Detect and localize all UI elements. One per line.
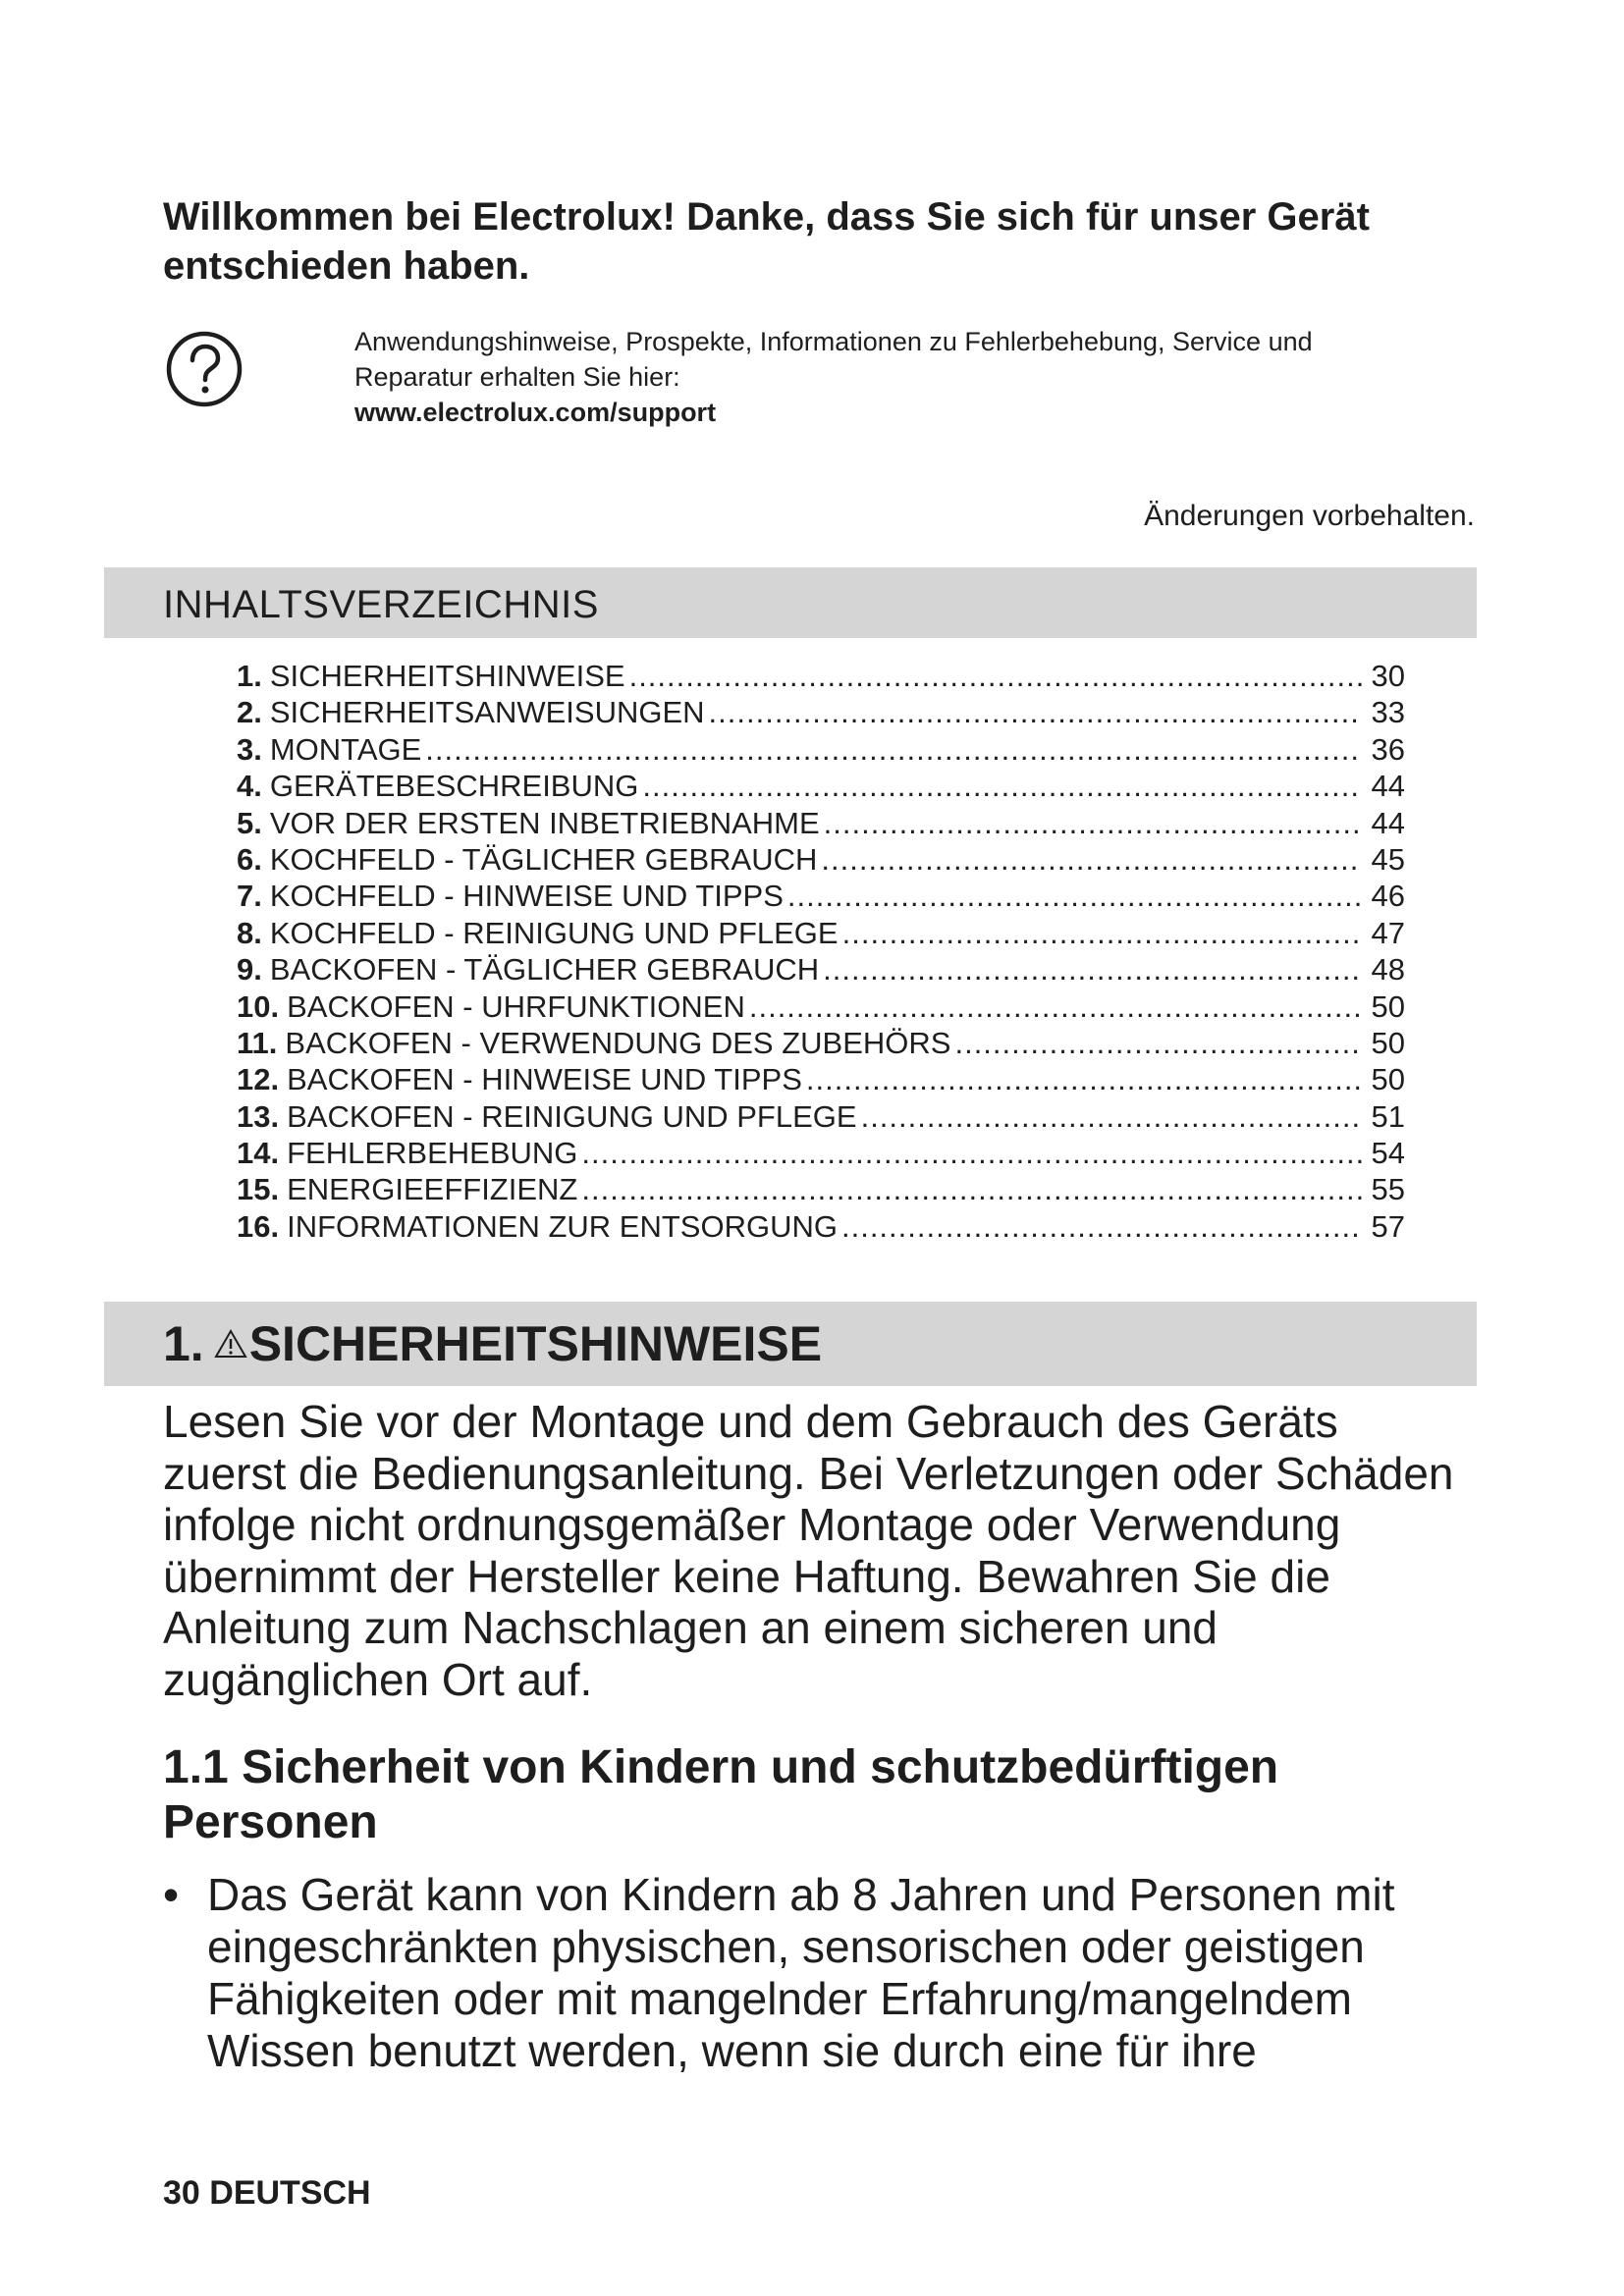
toc-leader-dots <box>823 951 1362 988</box>
toc-entry-number: 11. <box>237 1025 278 1060</box>
table-of-contents <box>237 658 1405 1245</box>
toc-entry[interactable] <box>237 1135 1405 1171</box>
toc-leader-dots <box>581 1171 1362 1207</box>
toc-entry-number: 8. <box>237 915 262 950</box>
toc-entry-page: 47 <box>1371 915 1405 950</box>
section-number: 1. <box>163 1316 204 1371</box>
toc-entry[interactable] <box>237 988 1405 1025</box>
toc-entry[interactable] <box>237 658 1405 694</box>
toc-entry-label: BACKOFEN - TÄGLICHER GEBRAUCH <box>269 952 820 988</box>
toc-entry-label: MONTAGE <box>269 731 422 767</box>
toc-entry-number: 6. <box>237 841 262 877</box>
toc-entry-page: 50 <box>1371 1025 1405 1060</box>
toc-entry[interactable] <box>237 1208 1405 1245</box>
toc-leader-dots <box>861 1098 1362 1135</box>
toc-leader-dots <box>806 1061 1362 1097</box>
page-footer: 30 DEUTSCH <box>163 2174 371 2212</box>
toc-entry-label: BACKOFEN - HINWEISE UND TIPPS <box>287 1062 802 1097</box>
toc-entry[interactable] <box>237 1061 1405 1097</box>
welcome-heading: Willkommen bei Electrolux! Danke, dass Sie sich für unser Gerät entschieden haben. <box>163 195 1370 288</box>
subsection-title: 1.1 Sicherheit von Kindern und schutzbedürftigen Personen <box>163 1741 1279 1848</box>
support-url-link[interactable]: www.electrolux.com/support <box>354 398 717 427</box>
toc-entry-page: 45 <box>1371 841 1405 877</box>
toc-leader-dots <box>954 1025 1362 1061</box>
toc-entry-number: 12. <box>237 1062 280 1097</box>
toc-entry-label: INFORMATIONEN ZUR ENTSORGUNG <box>287 1208 838 1244</box>
toc-entry-number: 16. <box>237 1208 280 1244</box>
toc-entry-page: 44 <box>1371 769 1405 804</box>
toc-leader-dots <box>629 658 1362 694</box>
toc-entry[interactable] <box>237 841 1405 878</box>
toc-leader-dots <box>749 988 1362 1025</box>
warning-triangle-icon <box>214 1329 247 1359</box>
toc-entry-label: SICHERHEITSHINWEISE <box>269 659 625 693</box>
toc-entry-number: 3. <box>237 731 262 767</box>
toc-entry[interactable] <box>237 1171 1405 1207</box>
toc-entry-number: 13. <box>237 1098 280 1134</box>
toc-entry-label: KOCHFELD - HINWEISE UND TIPPS <box>269 879 784 914</box>
section-title-text: SICHERHEITSHINWEISE <box>248 1316 823 1371</box>
toc-entry-label: KOCHFELD - REINIGUNG UND PFLEGE <box>269 915 839 950</box>
toc-leader-dots <box>425 731 1362 768</box>
toc-leader-dots <box>842 915 1362 951</box>
toc-entry-page: 57 <box>1371 1208 1405 1244</box>
bullet-text: Das Gerät kann von Kindern ab 8 Jahren und Personen mit eingeschränkten physischen, sensorischen oder geistigen Fähigkeiten oder mit mangelnder Erfahrung/mangelndem Wissen benutzt werden, wenn sie durch eine für ihre <box>207 1869 1395 2076</box>
toc-entry-page: 44 <box>1371 805 1405 840</box>
toc-entry-label: BACKOFEN - UHRFUNKTIONEN <box>287 988 745 1024</box>
bullet-marker: • <box>163 1869 180 1920</box>
section-title <box>163 1315 822 1372</box>
toc-leader-dots <box>824 805 1362 841</box>
toc-entry[interactable] <box>237 951 1405 988</box>
toc-leader-dots <box>709 694 1362 730</box>
toc-header-bar <box>104 567 1477 638</box>
toc-leader-dots <box>642 768 1362 804</box>
help-question-icon <box>163 328 245 410</box>
toc-entry-page: 30 <box>1371 659 1405 693</box>
toc-entry[interactable] <box>237 805 1405 841</box>
toc-entry[interactable] <box>237 694 1405 730</box>
toc-entry-number: 5. <box>237 805 262 840</box>
toc-entry-page: 50 <box>1371 1062 1405 1097</box>
support-info-line-1: Anwendungshinweise, Prospekte, Informationen zu Fehlerbehebung, Service und <box>354 327 1313 356</box>
toc-entry-number: 15. <box>237 1172 280 1207</box>
toc-entry[interactable] <box>237 1025 1405 1061</box>
toc-entry-label: BACKOFEN - VERWENDUNG DES ZUBEHÖRS <box>285 1025 951 1060</box>
toc-entry-label: GERÄTEBESCHREIBUNG <box>269 769 639 804</box>
toc-entry-label: VOR DER ERSTEN INBETRIEBNAHME <box>269 805 820 840</box>
changes-reserved-note: Änderungen vorbehalten. <box>1144 500 1475 532</box>
toc-entry-label: BACKOFEN - REINIGUNG UND PFLEGE <box>287 1098 857 1134</box>
toc-leader-dots <box>787 878 1362 914</box>
toc-entry-number: 14. <box>237 1136 280 1171</box>
toc-entry-page: 48 <box>1371 952 1405 988</box>
toc-leader-dots <box>581 1135 1362 1171</box>
toc-entry-page: 55 <box>1371 1172 1405 1207</box>
toc-entry-number: 2. <box>237 695 262 730</box>
toc-entry-page: 50 <box>1371 988 1405 1024</box>
toc-leader-dots <box>821 841 1362 878</box>
toc-entry-page: 36 <box>1371 731 1405 767</box>
toc-entry-number: 9. <box>237 952 262 988</box>
toc-entry[interactable] <box>237 878 1405 914</box>
toc-entry-label: ENERGIEEFFIZIENZ <box>287 1172 578 1207</box>
toc-entry-page: 46 <box>1371 879 1405 914</box>
toc-entry-label: KOCHFELD - TÄGLICHER GEBRAUCH <box>269 841 818 877</box>
toc-entry[interactable] <box>237 768 1405 804</box>
toc-entry-page: 54 <box>1371 1136 1405 1171</box>
toc-entry[interactable] <box>237 731 1405 768</box>
toc-entry-label: FEHLERBEHEBUNG <box>287 1136 578 1171</box>
bullet-item <box>163 1869 1479 2077</box>
toc-entry[interactable] <box>237 1098 1405 1135</box>
toc-entry[interactable] <box>237 915 1405 951</box>
toc-entry-number: 4. <box>237 769 262 804</box>
toc-entry-page: 33 <box>1371 695 1405 730</box>
toc-entry-number: 10. <box>237 988 280 1024</box>
toc-entry-label: SICHERHEITSANWEISUNGEN <box>269 695 705 730</box>
toc-entry-number: 1. <box>237 659 262 693</box>
toc-entry-page: 51 <box>1371 1098 1405 1134</box>
section-header-bar <box>104 1302 1477 1386</box>
toc-leader-dots <box>841 1208 1362 1245</box>
support-info <box>354 324 1474 430</box>
safety-intro-paragraph: Lesen Sie vor der Montage und dem Gebrauch des Geräts zuerst die Bedienungsanleitung. Bei Verletzungen oder Schäden infolge nicht ordnungsgemäßer Montage oder Verwendung übernimmt der Hersteller keine Haftung. Bewahren Sie die Anleitung zum Nachschlagen an einem sicheren und zugänglichen Ort auf. <box>163 1396 1454 1705</box>
toc-title: INHALTSVERZEICHNIS <box>163 583 599 626</box>
toc-entry-number: 7. <box>237 879 262 914</box>
support-info-line-2: Reparatur erhalten Sie hier: <box>354 362 680 392</box>
